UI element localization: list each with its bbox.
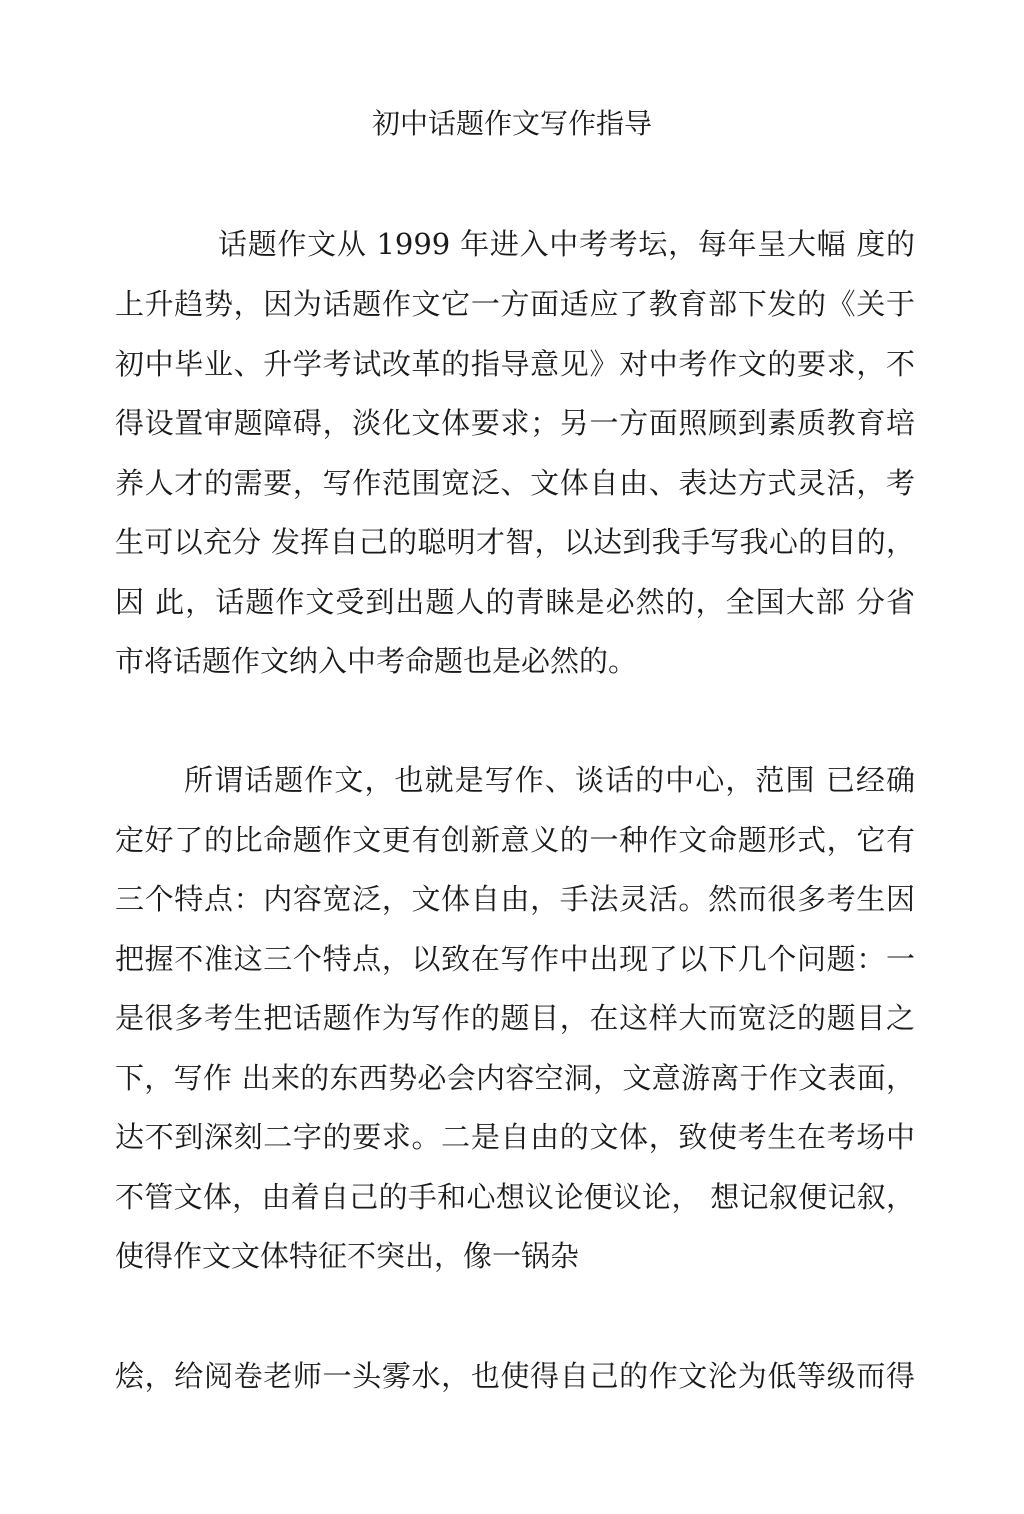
paragraph-2-line-8: 不管文体，由着自己的手和心想议论便议论， 想记叙便记叙，	[115, 1180, 915, 1214]
paragraph-2-line-2: 定好了的比命题作文更有创新意义的一种作文命题形式，它有	[115, 823, 915, 857]
paragraph-1-line-3: 初中毕业、升学考试改革的指导意见》对中考作文的要求，不	[115, 347, 915, 381]
paragraph-2-line-6: 下，写作 出来的东西势必会内容空洞，文意游离于作文表面，	[115, 1061, 915, 1095]
paragraph-3-line-1: 烩，给阅卷老师一头雾水，也使得自己的作文沦为低等级而得	[115, 1359, 915, 1393]
paragraph-1-line-8: 市将话题作文纳入中考命题也是必然的。	[115, 644, 638, 678]
paragraph-2-line-5: 是很多考生把话题作为写作的题目，在这样大而宽泛的题目之	[115, 1001, 915, 1035]
paragraph-1-line-1: 话题作文从 1999 年进入中考考坛，每年呈大幅 度的	[218, 227, 915, 261]
paragraph-2-line-9: 使得作文文体特征不突出，像一锅杂	[115, 1239, 580, 1273]
paragraph-1-line-7: 因 此，话题作文受到出题人的青睐是必然的，全国大部 分省	[115, 585, 915, 619]
document-title: 初中话题作文写作指导	[371, 107, 652, 140]
paragraph-1-line-4: 得设置审题障碍，淡化文体要求；另一方面照顾到素质教育培	[115, 406, 915, 440]
paragraph-2-line-3: 三个特点：内容宽泛，文体自由，手法灵活。然而很多考生因	[115, 882, 915, 916]
paragraph-1-line-5: 养人才的需要，写作范围宽泛、文体自由、表达方式灵活，考	[115, 466, 915, 500]
paragraph-1-line-6: 生可以充分 发挥自己的聪明才智，以达到我手写我心的目的，	[115, 525, 915, 559]
paragraph-2-line-1: 所谓话题作文，也就是写作、谈话的中心，范围 已经确	[184, 763, 915, 797]
paragraph-1-line-2: 上升趋势，因为话题作文它一方面适应了教育部下发的《关于	[115, 287, 915, 321]
paragraph-2-line-4: 把握不准这三个特点，以致在写作中出现了以下几个问题：一	[115, 942, 915, 976]
paragraph-2-line-7: 达不到深刻二字的要求。二是自由的文体，致使考生在考场中	[115, 1120, 915, 1154]
